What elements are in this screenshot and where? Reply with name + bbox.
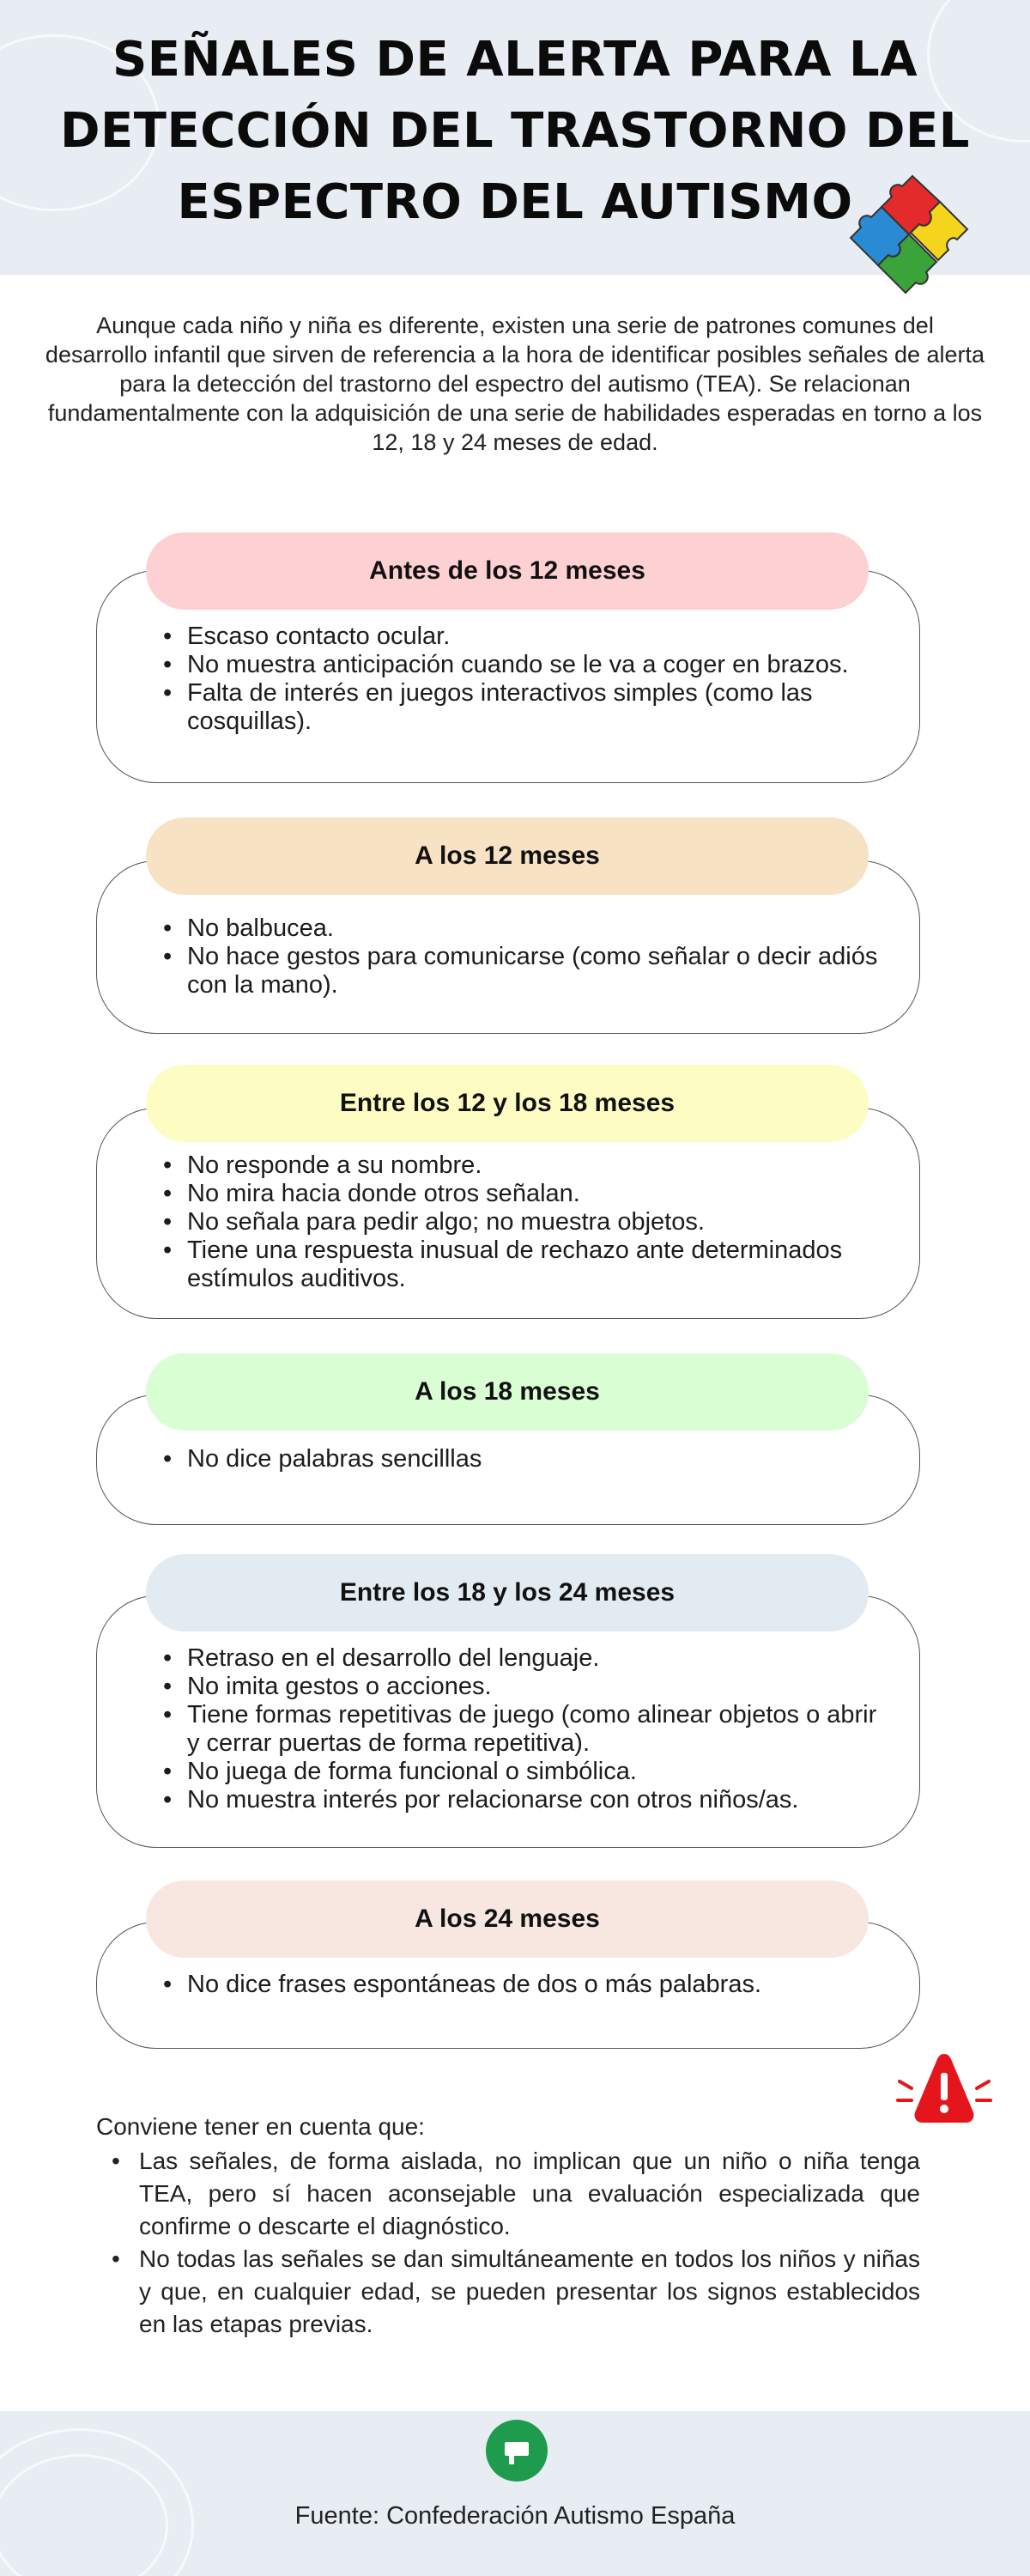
note-lead: Conviene tener en cuenta que: [96,2113,425,2140]
source-citation: Fuente: Confederación Autismo España [294,2502,736,2530]
list-item: • Tiene formas repetitivas de juego (como alinear objetos o abrir y cerrar puertas de forma repetitiva). [187,1701,919,1758]
stage-heading: A los 18 meses [146,1353,869,1431]
list-item: • No todas las señales se dan simultáneamente en todos los niños y niñas y que, en cualquier edad, se pueden presentar los signos establecidos en las etapas previas. [139,2243,920,2341]
list-item: • Escaso contacto ocular. [187,623,919,651]
stage-heading: Antes de los 12 meses [146,532,869,610]
title-line-3: ESPECTRO DEL AUTISMO [177,174,853,230]
list-item: • No imita gestos o acciones. [187,1673,919,1701]
list-item: • No dice frases espontáneas de dos o más palabras. [187,1971,919,1999]
stage-list [97,914,919,999]
list-item: • Falta de interés en juegos interactivos simples (como las cosquillas). [187,679,919,736]
list-item: • Tiene una respuesta inusual de rechazo ante determinados estímulos auditivos. [187,1236,919,1293]
list-item: • No responde a su nombre. [187,1151,919,1180]
title-line-2: DETECCIÓN DEL TRASTORNO DEL [60,103,970,159]
list-item: • No señala para pedir algo; no muestra objetos. [187,1208,919,1236]
title-line-1: SEÑALES DE ALERTA PARA LA [112,32,918,88]
stage-list [97,1644,919,1814]
list-item: • No muestra interés por relacionarse con otros niños/as. [187,1786,919,1814]
stage-list [97,1151,919,1293]
stage-list [97,1445,919,1473]
stage-heading: A los 12 meses [146,817,869,895]
list-item: • No juega de forma funcional o simbólica. [187,1758,919,1786]
list-item: • No hace gestos para comunicarse (como señalar o decir adiós con la mano). [187,943,919,999]
stage-card-18-24-months [96,1595,920,1848]
brand-logo [486,2420,548,2482]
note-section [96,2111,920,2341]
note-list [96,2145,920,2341]
list-item: • Retraso en el desarrollo del lenguaje. [187,1644,919,1673]
stage-heading: Entre los 18 y los 24 meses [146,1554,869,1631]
intro-paragraph: Aunque cada niño y niña es diferente, existen una serie de patrones comunes del desarrollo infantil que sirven de referencia a la hora de identificar posibles señales de alerta para la detección del trastorno del espectro del autismo (TEA). Se relacionan fundamentalmente con la adquisición de una serie de habilidades esperadas en torno a los 12, 18 y 24 meses de edad. [45,313,985,455]
stage-heading: Entre los 12 y los 18 meses [146,1065,869,1142]
list-item: • Las señales, de forma aislada, no implican que un niño o niña tenga TEA, pero sí hacen aconsejable una evaluación especializada que confirme o descarte el diagnóstico. [139,2145,920,2243]
list-item: • No balbucea. [187,914,919,943]
stage-list [97,1971,919,1999]
list-item: • No mira hacia donde otros señalan. [187,1180,919,1208]
stage-heading: A los 24 meses [146,1880,869,1958]
list-item: • No dice palabras sencilllas [187,1445,919,1473]
puzzle-pieces-icon [845,167,983,305]
list-item: • No muestra anticipación cuando se le va a coger en brazos. [187,651,919,679]
stage-list [97,623,919,736]
footer [0,2411,1030,2576]
